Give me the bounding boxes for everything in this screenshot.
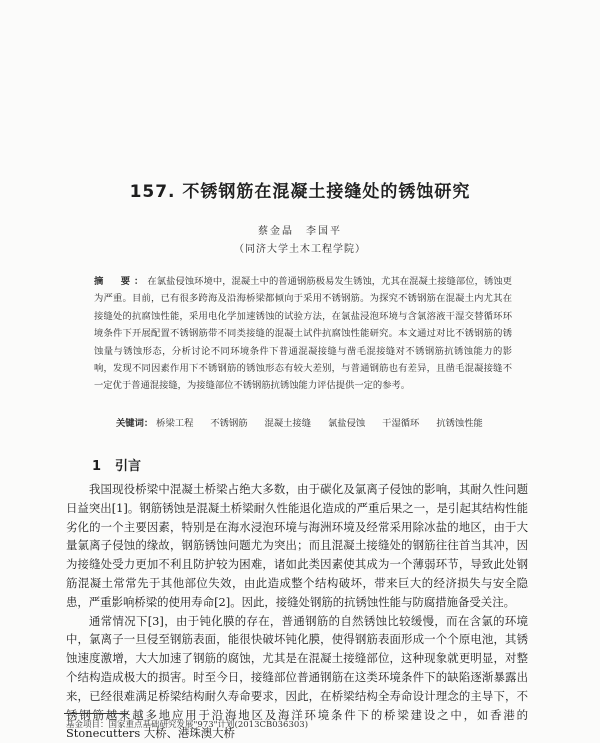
- section-heading: [92, 455, 141, 474]
- keyword: 不锈钢筋: [210, 418, 248, 429]
- keyword: 氯盐侵蚀: [327, 418, 366, 429]
- author-names: 蔡金晶 李国平: [258, 226, 342, 237]
- footnote: 基金项目：国家重点基础研究发展"973"计划(2013CB036303): [66, 720, 309, 730]
- keyword: 桥梁工程: [156, 418, 194, 429]
- keyword: 干湿循环: [382, 418, 420, 429]
- body-text: [66, 480, 528, 743]
- abstract-text: 在氯盐侵蚀环境中，混凝土中的普通钢筋极易发生锈蚀，尤其在混凝土接缝部位，锈蚀更为严重。目前，已有很多跨海及沿海桥梁都倾向于采用不锈钢筋。为探究不锈钢筋在混凝土内尤其在接缝处的抗腐蚀性能，采用电化学加速锈蚀的试验方法，在氯盐浸泡环境与含氯溶液干湿交替循环环境条件下开展配置不锈钢筋带不同类接缝的混凝土试件抗腐蚀性能研究。本文通过对比不锈钢筋的锈蚀量与锈蚀形态，分析讨论不同环境条件下普通混凝接缝与凿毛混接缝对不锈钢筋抗锈蚀能力的影响，发现不同因素作用下不锈钢筋的锈蚀形态有较大差别，与普通钢筋也有差异，且凿毛混凝接缝不一定优于普通混接缝，为接缝部位不锈钢筋抗锈蚀能力评估提供一定的参考。: [94, 276, 512, 392]
- abstract: [94, 273, 512, 395]
- keyword: 抗锈蚀性能: [436, 418, 483, 429]
- abstract-label: 摘 要：: [94, 276, 148, 287]
- paragraph: 通常情况下[3]，由于钝化膜的存在，普通钢筋的自然锈蚀比较缓慢，而在含氯的环境中，氯离子一旦侵至钢筋表面，能很快破坏钝化膜，使得钢筋表面形成一个个原电池，其锈蚀速度激增，大大加速了钢筋的腐蚀，尤其是在混凝土接缝部位，这种现象就更明显，对整个结构造成极大的损害。时至今日，接缝部位普通钢筋在这类环境条件下的缺陷逐渐暴露出来，已经很难满足桥梁结构耐久寿命要求，因此，在桥梁结构全寿命设计理念的主导下，不锈钢筋越来越多地应用于沿海地区及海洋环境条件下的桥梁建设之中，如香港的 Stonecutters 大桥、港珠澳大桥: [66, 613, 528, 741]
- paper-title: 157. 不锈钢筋在混凝土接缝处的锈蚀研究: [129, 182, 471, 202]
- keywords-label: 关键词：: [116, 418, 154, 429]
- paragraph: 我国现役桥梁中混凝土桥梁占绝大多数，由于碳化及氯离子侵蚀的影响，其耐久性问题日益突出[1]。钢筋锈蚀是混凝土桥梁耐久性能退化造成的严重后果之一，是引起其结构性能劣化的一个主要因素，特别是在海水浸泡环境与海洲环境及经常采用除冰盐的地区，由于大量氯离子侵蚀的缘故，钢筋锈蚀问题尤为突出；而且混凝土接缝处的钢筋往往首当其冲，因为接缝处受力更加不利且防护较为困难，诸如此类因素使其成为一个薄弱环节，导致此处钢筋混凝土常常先于其他部位失效，由此造成整个结构破坏，带来巨大的经济损失与安全隐患，严重影响桥梁的使用寿命[2]。因此，接缝处钢筋的抗锈蚀性能与防腐措施备受关注。: [66, 482, 528, 609]
- footnote-rule: [64, 713, 128, 714]
- author-affiliation: （同济大学土木工程学院）: [234, 244, 366, 255]
- section-title: 引言: [115, 459, 142, 474]
- keyword: 混凝土接缝: [264, 418, 312, 429]
- keywords: [116, 417, 516, 431]
- section-number: 1: [92, 459, 102, 474]
